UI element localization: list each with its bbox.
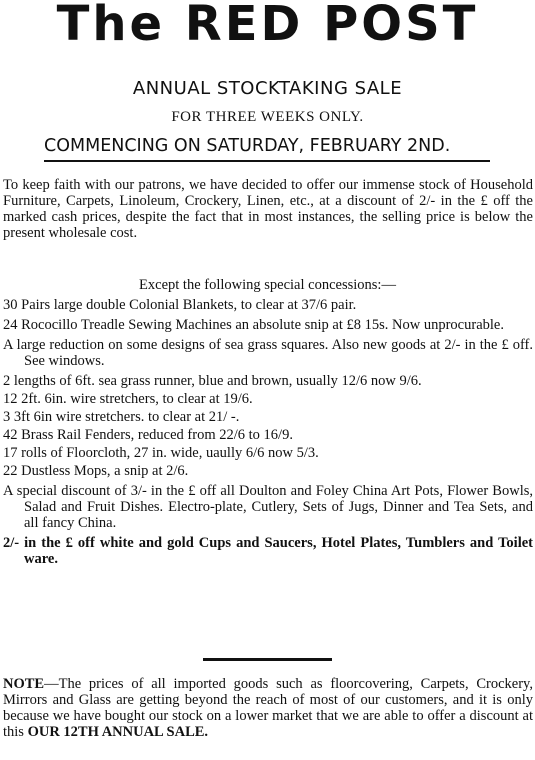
list-item: 22 Dustless Mops, a snip at 2/6.: [3, 463, 189, 479]
list-item: 30 Pairs large double Colonial Blankets, to clear at 37/6 pair.: [3, 297, 357, 313]
sale-title: ANNUAL STOCKTAKING SALE: [132, 78, 403, 99]
list-item: 2/- in the £ off white and gold Cups and Saucers, Hotel Plates, Tumblers and Toilet ware.: [3, 535, 533, 567]
list-item: 42 Brass Rail Fenders, reduced from 22/6 to 16/9.: [3, 427, 293, 443]
list-item: 3 3ft 6in wire stretchers. to clear at 21/ -.: [3, 409, 240, 425]
list-item: 17 rolls of Floorcloth, 27 in. wide, uaully 6/6 now 5/3.: [3, 445, 319, 461]
list-item: 2 lengths of 6ft. sea grass runner, blue and brown, usually 12/6 now 9/6.: [3, 373, 422, 389]
list-item: 12 2ft. 6in. wire stretchers, to clear at 19/6.: [3, 391, 253, 407]
intro-paragraph: To keep faith with our patrons, we have decided to offer our immense stock of Household Furniture, Carpets, Linoleum, Crockery, Linen, etc., at a discount of 2/- in the £ off the marked cash prices, despite the fact that in most instances, the selling price is below the present wholesale cost.: [3, 177, 533, 241]
list-item: A large reduction on some designs of sea grass squares. Also new goods at 2/- in the £ off. See windows.: [3, 337, 533, 369]
commencing-date: COMMENCING ON SATURDAY, FEBRUARY 2ND.: [44, 136, 451, 156]
note-text: —The prices of all imported goods such as floorcovering, Carpets, Crockery, Mirrors and Glass are getting beyond the reach of most of our customers, and it is only because we have bought our stock on a lower market that we are able to offer a discount at this: [3, 676, 533, 740]
section-divider: [203, 658, 332, 661]
note-paragraph: [3, 676, 533, 740]
headline: The RED POST: [56, 0, 479, 52]
note-lead: NOTE: [3, 676, 45, 692]
list-item: 24 Rococillo Treadle Sewing Machines an absolute snip at £8 15s. Now unprocurable.: [3, 317, 504, 333]
concessions-list: [3, 297, 533, 571]
except-heading: Except the following special concessions:—: [139, 277, 396, 293]
list-item: A special discount of 3/- in the £ off all Doulton and Foley China Art Pots, Flower Bowls, Salad and Fruit Dishes. Electro-plate, Cutlery, Sets of Jugs, Dinner and Tea Sets, and all fancy China.: [3, 483, 533, 531]
sale-duration: FOR THREE WEEKS ONLY.: [171, 109, 364, 125]
note-tail: OUR 12TH ANNUAL SALE.: [27, 724, 209, 740]
commencing-underline: [44, 160, 490, 162]
